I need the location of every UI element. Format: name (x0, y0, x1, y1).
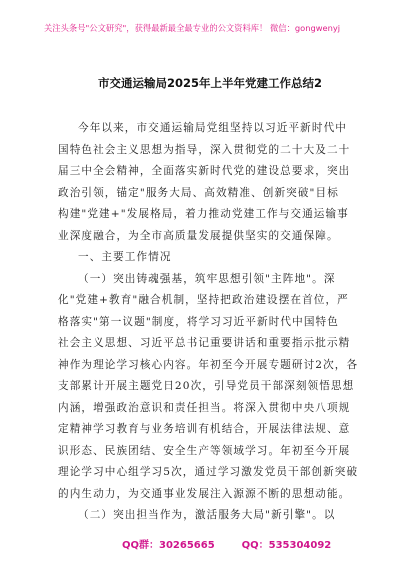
subsection-heading: （一）突出铸魂强基，筑牢思想引领"主阵地"。深 (78, 272, 336, 285)
body-line: 今年以来，市交通运输局党组坚持以习近平新时代中 (78, 122, 347, 134)
section-heading: 一、主要工作情况 (78, 251, 172, 263)
footer-contact (122, 539, 331, 553)
document-title: 市交通运输局2025年上半年党建工作总结2 (97, 76, 322, 90)
body-line: 理论学习中心组学习5次，通过学习激发党员干部创新突破 (58, 466, 359, 478)
document-body (58, 118, 362, 527)
body-line: 识形态、民族团结、安全生产等领域学习。年初至今开展 (58, 444, 351, 457)
body-line: 格落实"第一议题"制度，将学习习近平新时代中国特色 (58, 315, 339, 328)
body-line: 支部累计开展主题党日20次，引导党员干部深刻领悟思想 (58, 380, 355, 392)
body-line: 的内生动力，为交通事业发展注入源源不断的思想动能。 (58, 487, 351, 500)
body-line: 内涵，增强政治意识和责任担当。将深入贯彻中央八项规 (58, 401, 351, 414)
header-area (0, 0, 408, 56)
body-line: 政治引领，锚定"服务大局、高效精准、创新突破"目标 (58, 186, 339, 199)
header-banner: 关注头条号"公文研究"，获得最新最全最专业的公文资料库！ 微信：gongwenyj (44, 23, 341, 33)
body-line: 化"党建+教育"融合机制，坚持把政治建设摆在首位，严 (58, 294, 349, 306)
body-line: 定精神学习教育与业务培训有机结合，开展法律法规、意 (58, 423, 351, 435)
body-line: 业深度融合，为全市高质量发展提供坚实的交通保障。 (58, 229, 339, 242)
footer (0, 536, 408, 558)
body-line: 构建"党建+"发展格局，着力推动党建工作与交通运输事 (58, 208, 349, 220)
body-line: 届三中全会精神，全面落实新时代党的建设总要求，突出 (58, 165, 351, 177)
qq-contact-label: QQ：535304092 (241, 540, 332, 551)
body-line: 社会主义思想、习近平总书记重要讲话和重要指示批示精 (58, 337, 351, 349)
body-line: 国特色社会主义思想为指导，深入贯彻党的二十大及二十 (58, 143, 351, 156)
qq-group-label: QQ群：30265665 (122, 540, 215, 551)
subsection-heading: （二）突出担当作为，激活服务大局"新引擎"。以 (78, 509, 336, 521)
body-line: 神作为理论学习核心内容。年初至今开展专题研讨2次，各 (58, 358, 359, 371)
